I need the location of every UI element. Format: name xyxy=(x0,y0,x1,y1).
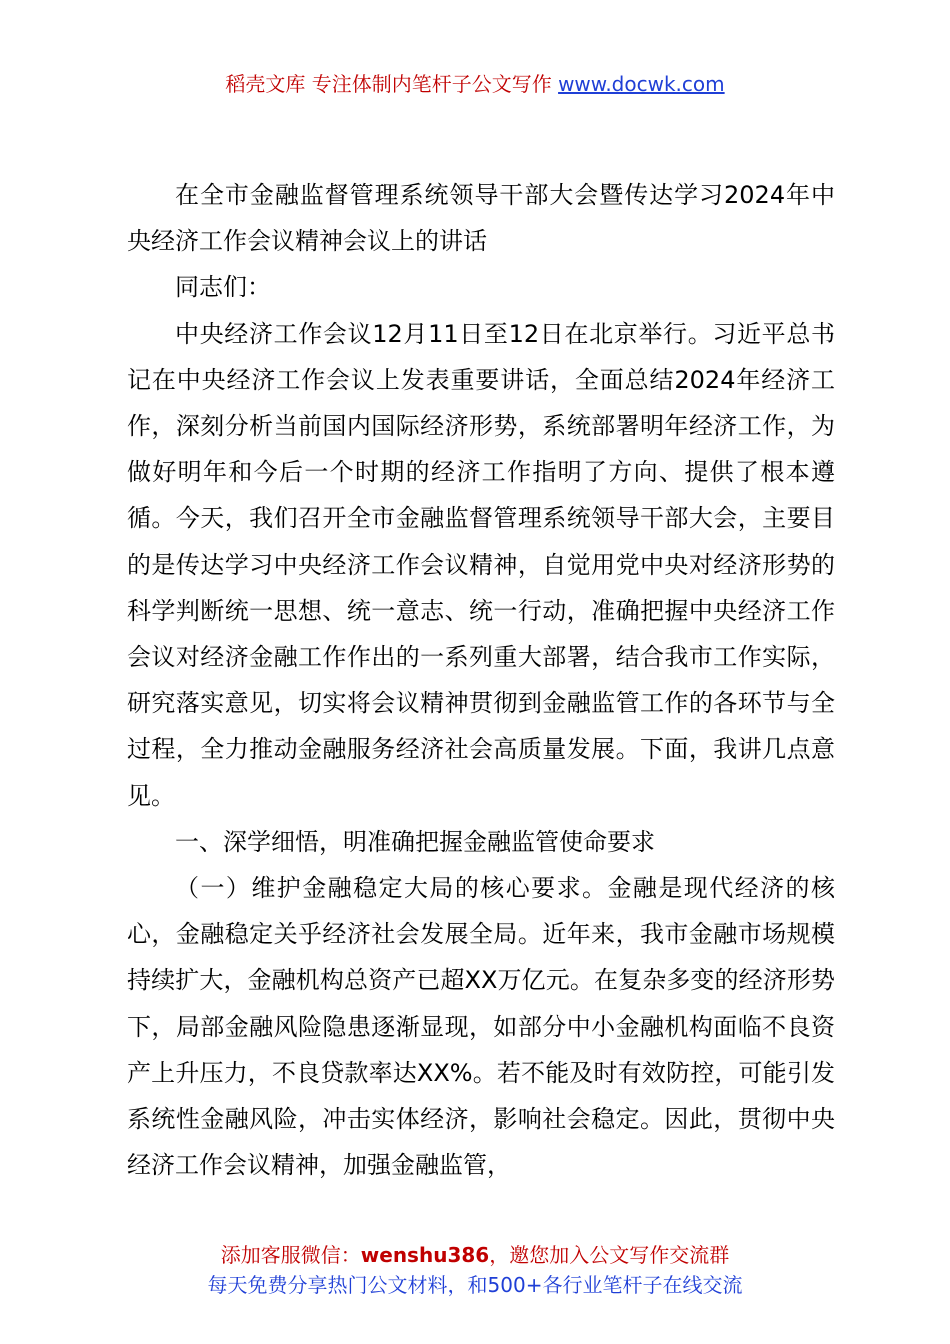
paragraph-section-1-1: （一）维护金融稳定大局的核心要求。金融是现代经济的核心，金融稳定关乎经济社会发展全局。近年来，我市金融市场规模持续扩大，金融机构总资产已超XX万亿元。在复杂多变的经济形势下，局部金融风险隐患逐渐显现，如部分中小金融机构面临不良资产上升压力，不良贷款率达XX%。若不能及时有效防控，可能引发系统性金融风险，冲击实体经济，影响社会稳定。因此，贯彻中央经济工作会议精神，加强金融监管， xyxy=(127,874,835,1180)
section-heading: 一、深学细悟，明准确把握金融监管使命要求 xyxy=(175,827,655,856)
footer-wechat-id: wenshu386 xyxy=(360,1243,490,1267)
footer-wechat-prefix: 添加客服微信： xyxy=(220,1243,361,1267)
salutation: 同志们： xyxy=(175,273,271,302)
page-footer xyxy=(0,1240,950,1300)
footer-line-share: 每天免费分享热门公文材料，和500+各行业笔杆子在线交流 xyxy=(207,1273,743,1297)
header-site-link[interactable]: www.docwk.com xyxy=(558,72,725,96)
footer-line-wechat xyxy=(0,1240,950,1270)
document-body xyxy=(127,172,835,1188)
document-title: 在全市金融监督管理系统领导干部大会暨传达学习2024年中央经济工作会议精神会议上的讲话 xyxy=(127,181,835,256)
paragraph-intro: 中央经济工作会议12月11日至12日在北京举行。习近平总书记在中央经济工作会议上发表重要讲话，全面总结2024年经济工作，深刻分析当前国内国际经济形势，系统部署明年经济工作，为做好明年和今后一个时期的经济工作指明了方向、提供了根本遵循。今天，我们召开全市金融监督管理系统领导干部大会，主要目的是传达学习中央经济工作会议精神，自觉用党中央对经济形势的科学判断统一思想、统一意志、统一行动，准确把握中央经济工作会议对经济金融工作作出的一系列重大部署，结合我市工作实际，研究落实意见，切实将会议精神贯彻到金融监管工作的各环节与全过程，全力推动金融服务经济社会高质量发展。下面，我讲几点意见。 xyxy=(127,319,835,810)
page-header xyxy=(0,70,950,98)
header-brand-text: 稻壳文库 专注体制内笔杆子公文写作 xyxy=(225,72,552,96)
footer-wechat-suffix: ，邀您加入公文写作交流群 xyxy=(489,1243,730,1267)
